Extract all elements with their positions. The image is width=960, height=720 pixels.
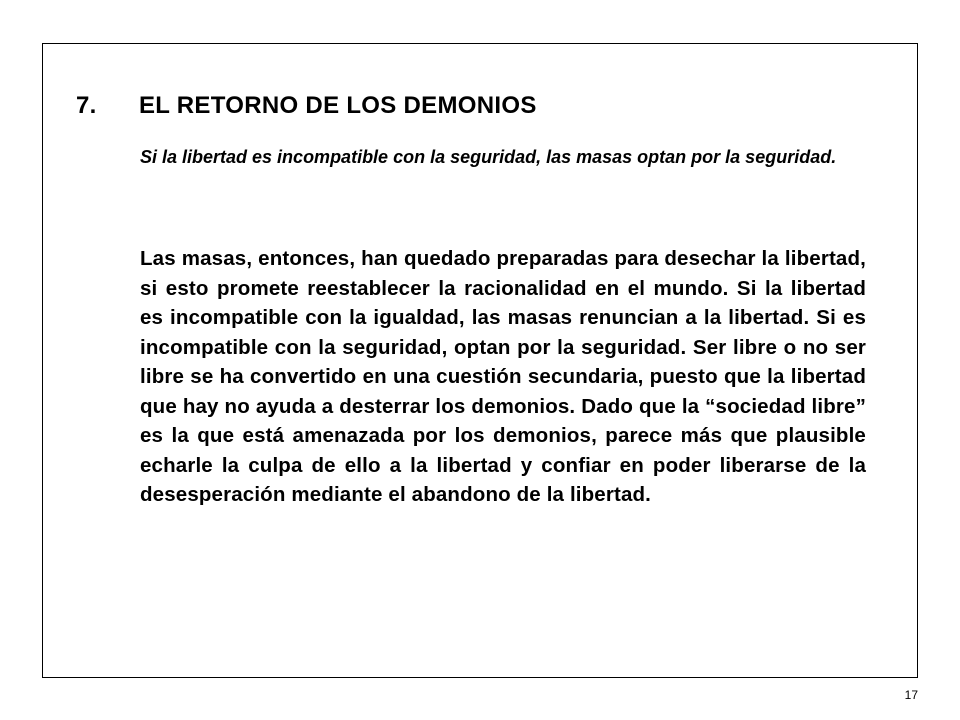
page-number: 17 <box>904 688 918 702</box>
section-heading <box>76 92 537 120</box>
body-paragraph: Las masas, entonces, han quedado preparadas para desechar la libertad, si esto promete reestablecer la racionalidad en el mundo. Si la libertad es incompatible con la igualdad, las masas renuncian a la libertad. Si es incompatible con la seguridad, optan por la seguridad. Ser libre o no ser libre se ha convertido en una cuestión secundaria, puesto que la libertad que hay no ayuda a desterrar los demonios. Dado que la “sociedad libre” es la que está amenazada por los demonios, parece más que plausible echarle la culpa de ello a la libertad y confiar en poder liberarse de la desesperación mediante el abandono de la libertad. <box>140 247 866 506</box>
section-subtitle: Si la libertad es incompatible con la seguridad, las masas optan por la seguridad. <box>140 147 837 167</box>
section-title: EL RETORNO DE LOS DEMONIOS <box>139 92 537 119</box>
section-number: 7. <box>76 92 97 119</box>
